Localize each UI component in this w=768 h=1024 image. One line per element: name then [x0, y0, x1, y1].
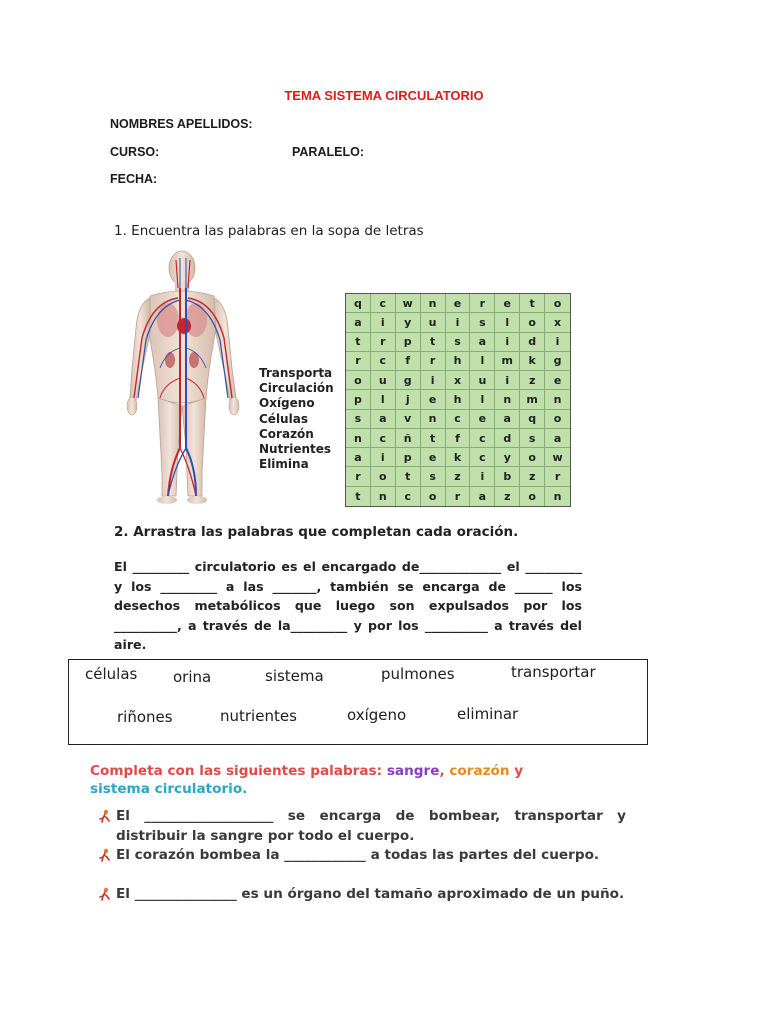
word-bank	[68, 659, 648, 745]
grid-cell[interactable]: t	[421, 429, 446, 448]
grid-cell[interactable]: o	[421, 487, 446, 506]
grid-cell[interactable]: z	[520, 371, 545, 390]
draggable-word[interactable]: células	[85, 665, 138, 683]
grid-cell[interactable]: l	[470, 390, 495, 409]
grid-cell[interactable]: o	[371, 467, 396, 486]
fill-item-1: El ___________________ se encarga de bombear, transportar y distribuir la sangre por todo el cuerpo.	[116, 808, 626, 844]
grid-cell[interactable]: p	[346, 390, 371, 409]
runner-bullet-icon	[98, 809, 112, 823]
word-corazon: corazón	[449, 763, 510, 779]
draggable-word[interactable]: eliminar	[457, 705, 519, 723]
grid-cell[interactable]: c	[371, 294, 396, 313]
fill-item-2: El corazón bombea la ____________ a todas las partes del cuerpo.	[116, 847, 600, 863]
section1-instruction: 1. Encuentra las palabras en la sopa de letras	[114, 223, 424, 239]
grid-cell[interactable]: y	[495, 448, 520, 467]
grid-cell[interactable]: m	[520, 390, 545, 409]
grid-cell[interactable]: o	[545, 294, 570, 313]
grid-cell[interactable]: r	[446, 487, 471, 506]
grid-cell[interactable]: c	[371, 352, 396, 371]
worksheet-title: TEMA SISTEMA CIRCULATORIO	[284, 88, 484, 103]
draggable-word[interactable]: nutrientes	[220, 707, 297, 725]
grid-cell[interactable]: c	[396, 487, 421, 506]
grid-cell[interactable]: r	[470, 294, 495, 313]
grid-cell[interactable]: o	[520, 313, 545, 332]
grid-cell[interactable]: b	[495, 467, 520, 486]
grid-cell[interactable]: r	[346, 467, 371, 486]
grid-cell[interactable]: p	[396, 333, 421, 352]
grid-cell[interactable]: c	[371, 429, 396, 448]
grid-cell[interactable]: p	[396, 448, 421, 467]
grid-cell[interactable]: s	[421, 467, 446, 486]
grid-cell[interactable]: k	[520, 352, 545, 371]
grid-cell[interactable]: h	[446, 352, 471, 371]
grid-cell[interactable]: n	[545, 390, 570, 409]
word-sangre: sangre	[386, 763, 440, 779]
grid-cell[interactable]: t	[421, 333, 446, 352]
grid-cell[interactable]: t	[520, 294, 545, 313]
grid-cell[interactable]: z	[446, 467, 471, 486]
grid-cell[interactable]: n	[495, 390, 520, 409]
grid-cell[interactable]: w	[396, 294, 421, 313]
word-y: y	[509, 763, 524, 779]
section2-instruction: 2. Arrastra las palabras que completan cada oración.	[114, 524, 519, 540]
draggable-word[interactable]: transportar	[511, 663, 596, 681]
fill-in-paragraph: El _________ circulatorio es el encargado de_____________ el _________ y los _________ a las _______, también se encarga de ______ los desechos metabólicos que luego son expulsados por los __________, a través de la_________ y por los __________ a través del aire.	[114, 559, 582, 652]
grid-cell[interactable]: q	[346, 294, 371, 313]
grid-cell[interactable]: o	[520, 487, 545, 506]
grid-cell[interactable]: i	[495, 371, 520, 390]
draggable-word[interactable]: orina	[173, 668, 212, 686]
word-list-item: Transporta	[259, 366, 333, 380]
grid-cell[interactable]: l	[470, 352, 495, 371]
grid-cell[interactable]: r	[346, 352, 371, 371]
grid-cell[interactable]: l	[495, 313, 520, 332]
word-sistema: sistema circulatorio.	[90, 781, 248, 797]
section3-instruction: Completa con las siguientes palabras: sangre, corazón y sistema circulatorio.	[90, 763, 524, 797]
grid-cell[interactable]: n	[421, 294, 446, 313]
grid-cell[interactable]: c	[470, 429, 495, 448]
grid-cell[interactable]: d	[495, 429, 520, 448]
grid-cell[interactable]: a	[470, 487, 495, 506]
grid-cell[interactable]: m	[495, 352, 520, 371]
draggable-word[interactable]: sistema	[265, 667, 324, 685]
grid-cell[interactable]: y	[396, 313, 421, 332]
grid-cell[interactable]: t	[346, 333, 371, 352]
grid-cell[interactable]: z	[495, 487, 520, 506]
grid-cell[interactable]: n	[553, 489, 562, 503]
grid-cell[interactable]: a	[495, 410, 520, 429]
word-list-item: Nutrientes	[259, 442, 332, 457]
grid-cell[interactable]: s	[470, 313, 495, 332]
grid-cell[interactable]: h	[446, 390, 471, 409]
draggable-word[interactable]: pulmones	[381, 665, 455, 683]
grid-cell[interactable]: f	[396, 352, 421, 371]
grid-cell[interactable]: x	[545, 313, 570, 332]
grid-cell[interactable]: g	[396, 371, 421, 390]
grid-cell[interactable]: n	[421, 410, 446, 429]
grid-cell[interactable]: ñ	[396, 429, 421, 448]
grid-cell[interactable]: o	[520, 448, 545, 467]
grid-cell[interactable]: w	[545, 448, 570, 467]
section-label: PARALELO:	[292, 145, 364, 159]
grid-cell[interactable]: t	[346, 487, 371, 506]
grid-cell[interactable]: r	[421, 352, 446, 371]
grid-cell[interactable]: c	[470, 448, 495, 467]
word-list-item: Elimina	[259, 457, 309, 472]
draggable-word[interactable]: riñones	[117, 708, 173, 726]
course-label: CURSO:	[110, 145, 160, 159]
grid-cell[interactable]: e	[421, 448, 446, 467]
grid-cell[interactable]: s	[520, 429, 545, 448]
grid-cell[interactable]: e	[495, 294, 520, 313]
grid-cell[interactable]: a	[470, 333, 495, 352]
grid-cell[interactable]: e	[545, 371, 570, 390]
grid-cell[interactable]: g	[545, 352, 570, 371]
grid-cell[interactable]: i	[371, 313, 396, 332]
grid-cell[interactable]: i	[421, 371, 446, 390]
grid-cell[interactable]: s	[346, 410, 371, 429]
grid-cell[interactable]: l	[371, 390, 396, 409]
grid-cell[interactable]: i	[470, 467, 495, 486]
word-list-item: Células	[259, 411, 308, 426]
grid-cell[interactable]: u	[421, 313, 446, 332]
grid-cell[interactable]: s	[446, 333, 471, 352]
grid-cell[interactable]: a	[346, 313, 371, 332]
grid-cell[interactable]: n	[371, 487, 396, 506]
runner-bullet-icon	[98, 887, 112, 901]
grid-cell[interactable]: r	[545, 467, 570, 486]
fill-item-3: El _______________ es un órgano del tamaño aproximado de un puño.	[116, 886, 625, 902]
grid-cell[interactable]: u	[470, 371, 495, 390]
draggable-word[interactable]: oxígeno	[347, 706, 407, 724]
grid-cell[interactable]: a	[346, 448, 371, 467]
circulatory-system-illustration	[120, 248, 248, 508]
grid-cell[interactable]: u	[371, 371, 396, 390]
grid-cell[interactable]: a	[371, 410, 396, 429]
grid-cell[interactable]: o	[545, 410, 570, 429]
grid-cell[interactable]: i	[495, 333, 520, 352]
grid-cell[interactable]: n	[346, 429, 371, 448]
date-label: FECHA:	[110, 172, 158, 186]
grid-cell[interactable]: k	[446, 448, 471, 467]
grid-cell[interactable]: r	[371, 333, 396, 352]
grid-cell[interactable]: d	[520, 333, 545, 352]
grid-cell[interactable]: t	[396, 467, 421, 486]
grid-cell[interactable]: z	[520, 467, 545, 486]
grid-cell[interactable]: i	[446, 313, 471, 332]
grid-cell[interactable]: a	[545, 429, 570, 448]
runner-bullet-icon	[98, 848, 112, 862]
word-list-item: Corazón	[259, 426, 314, 441]
word-list-item: Circulación	[259, 381, 334, 396]
grid-cell[interactable]: e	[446, 294, 471, 313]
grid-cell[interactable]: i	[545, 333, 570, 352]
grid-cell[interactable]: i	[371, 448, 396, 467]
names-label: NOMBRES APELLIDOS:	[110, 117, 253, 131]
grid-cell[interactable]: v	[396, 410, 421, 429]
grid-cell[interactable]: j	[396, 390, 421, 409]
word-list	[259, 366, 334, 472]
grid-cell[interactable]: e	[470, 410, 495, 429]
word-search-grid[interactable]	[345, 293, 571, 507]
section3-prefix: Completa con las siguientes palabras:	[90, 763, 387, 779]
grid-cell[interactable]: o	[346, 371, 371, 390]
word-list-item: Oxígeno	[259, 396, 315, 411]
grid-cell[interactable]: x	[446, 371, 471, 390]
grid-cell[interactable]: q	[520, 410, 545, 429]
grid-cell[interactable]: e	[421, 390, 446, 409]
grid-cell[interactable]: c	[446, 410, 471, 429]
grid-cell[interactable]: f	[446, 429, 471, 448]
